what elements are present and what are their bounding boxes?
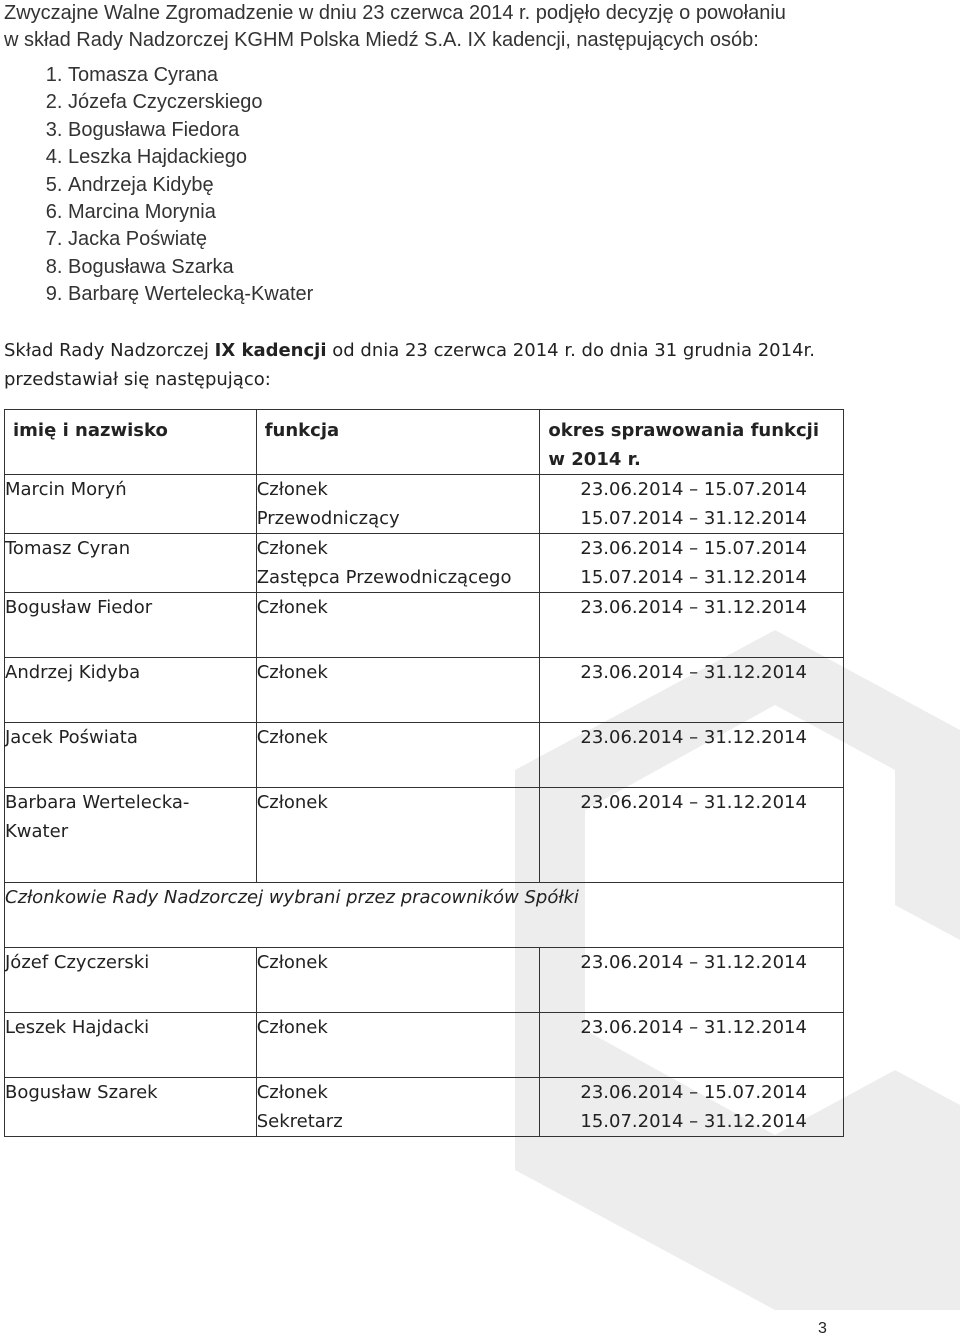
header-name: imię i nazwisko — [5, 410, 257, 475]
term-label: IX kadencji — [214, 340, 327, 361]
member-period: 23.06.2014 – 31.12.2014 — [580, 597, 807, 618]
member-name: Marcin Moryń — [5, 479, 127, 500]
table-header-row — [5, 410, 844, 475]
table-row — [5, 948, 844, 1013]
table-row — [5, 1013, 844, 1078]
header-function: funkcja — [256, 410, 540, 475]
member-name: Bogusław Szarek — [5, 1082, 158, 1103]
list-item: 4. Leszka Hajdackiego — [68, 144, 313, 171]
list-item: 6. Marcina Morynia — [68, 199, 313, 226]
table-row — [5, 534, 844, 593]
member-name: Leszek Hajdacki — [5, 1017, 150, 1038]
member-function: Sekretarz — [256, 1111, 343, 1132]
group-label: Członkowie Rady Nadzorczej wybrani przez pracowników Spółki — [5, 883, 844, 948]
member-period: 23.06.2014 – 31.12.2014 — [580, 662, 807, 683]
member-name: Barbara Wertelecka-Kwater — [5, 792, 190, 842]
list-item: 1. Tomasza Cyrana — [68, 62, 313, 89]
member-period: 23.06.2014 – 31.12.2014 — [580, 1017, 807, 1038]
member-function: Członek — [256, 1082, 328, 1103]
member-function: Członek — [256, 662, 328, 683]
composition-line-1 — [4, 336, 954, 365]
list-item: 2. Józefa Czyczerskiego — [68, 89, 313, 116]
table-row — [5, 723, 844, 788]
page-number: 3 — [818, 1320, 827, 1337]
intro-line-1: Zwyczajne Walne Zgromadzenie w dniu 23 czerwca 2014 r. podjęło decyzję o powołaniu — [4, 2, 786, 24]
member-name: Jacek Poświata — [5, 727, 138, 748]
member-function: Członek — [256, 538, 328, 559]
list-item: 9. Barbarę Wertelecką-Kwater — [68, 281, 313, 308]
table-row — [5, 593, 844, 658]
table-row — [5, 475, 844, 534]
member-name: Józef Czyczerski — [5, 952, 150, 973]
composition-paragraph — [4, 336, 954, 394]
composition-line-2: przedstawiał się następująco: — [4, 369, 271, 390]
member-function: Przewodniczący — [256, 508, 400, 529]
member-function: Członek — [256, 792, 328, 813]
member-period: 23.06.2014 – 15.07.2014 — [580, 1082, 807, 1103]
member-period: 23.06.2014 – 31.12.2014 — [580, 792, 807, 813]
member-period: 23.06.2014 – 15.07.2014 — [580, 479, 807, 500]
member-function: Członek — [256, 1017, 328, 1038]
table-row — [5, 788, 844, 883]
list-item: 5. Andrzeja Kidybę — [68, 172, 313, 199]
member-name: Bogusław Fiedor — [5, 597, 153, 618]
list-item: 3. Bogusława Fiedora — [68, 117, 313, 144]
member-period: 15.07.2014 – 31.12.2014 — [580, 1111, 807, 1132]
member-name: Tomasz Cyran — [5, 538, 131, 559]
member-function: Członek — [256, 479, 328, 500]
member-period: 23.06.2014 – 15.07.2014 — [580, 538, 807, 559]
intro-line-2: w skład Rady Nadzorczej KGHM Polska Miedź S.A. IX kadencji, następujących osób: — [4, 29, 759, 51]
list-item: 8. Bogusława Szarka — [68, 254, 313, 281]
list-item: 7. Jacka Poświatę — [68, 226, 313, 253]
member-function: Członek — [256, 597, 328, 618]
table-row — [5, 658, 844, 723]
member-name: Andrzej Kidyba — [5, 662, 141, 683]
intro-paragraph — [4, 0, 954, 54]
board-table — [4, 409, 844, 1137]
member-period: 23.06.2014 – 31.12.2014 — [580, 727, 807, 748]
appointees-list — [0, 62, 313, 309]
member-function: Członek — [256, 952, 328, 973]
member-function: Członek — [256, 727, 328, 748]
table-row — [5, 1078, 844, 1137]
header-period: okres sprawowania funkcji w 2014 r. — [540, 410, 844, 475]
member-function: Zastępca Przewodniczącego — [256, 567, 512, 588]
group-header-row — [5, 883, 844, 948]
member-period: 15.07.2014 – 31.12.2014 — [580, 508, 807, 529]
composition-text: od dnia 23 czerwca 2014 r. do dnia 31 grudnia 2014r. — [326, 340, 815, 361]
member-period: 23.06.2014 – 31.12.2014 — [580, 952, 807, 973]
composition-text: Skład Rady Nadzorczej — [4, 340, 215, 361]
member-period: 15.07.2014 – 31.12.2014 — [580, 567, 807, 588]
